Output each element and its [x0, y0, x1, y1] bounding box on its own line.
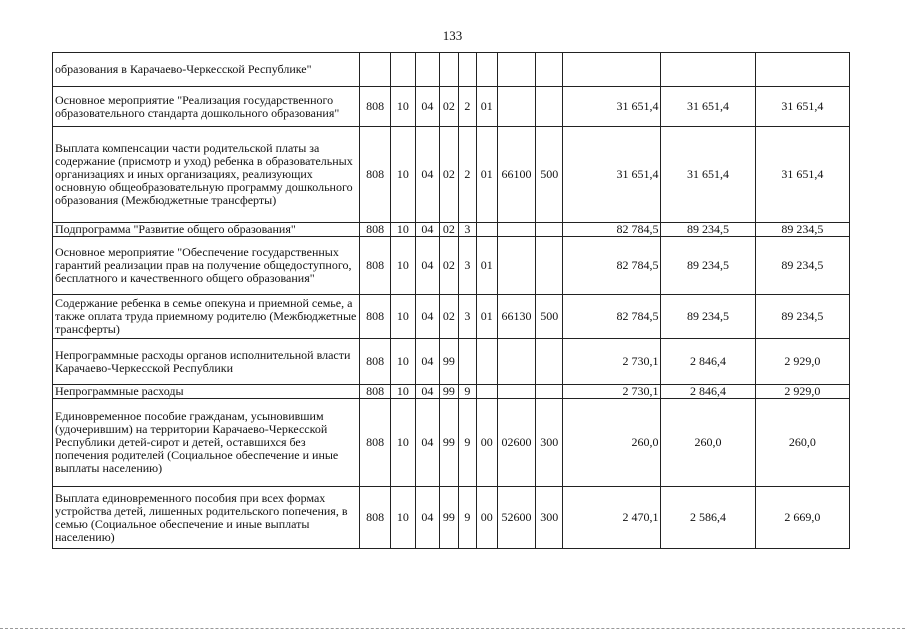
table-row: [53, 487, 850, 549]
amount-cell-1: 2 470,1: [563, 487, 661, 549]
code-cell-c2: 10: [391, 87, 416, 127]
amount-cell-2: 89 234,5: [661, 237, 755, 295]
table-row: [53, 295, 850, 339]
budget-table: [52, 52, 850, 549]
code-cell-c4: 02: [440, 237, 458, 295]
amount-cell-2: 31 651,4: [661, 127, 755, 223]
code-cell-c6: 01: [477, 237, 497, 295]
code-cell-c2: 10: [391, 223, 416, 237]
table-row: [53, 223, 850, 237]
code-cell-c5: 3: [458, 237, 476, 295]
table-row: [53, 385, 850, 399]
code-cell-c5: 9: [458, 487, 476, 549]
page-number: 133: [442, 28, 463, 43]
code-cell-c4: 99: [440, 399, 458, 487]
row-name-cell: Единовременное пособие гражданам, усыновившим (удочерившим) на территории Карачаево-Черкесской Республики детей-сирот и детей, оставшихся без попечения родителей (Социальное обеспечение и иные выплаты населению): [53, 399, 360, 487]
code-cell-c2: 10: [391, 399, 416, 487]
code-cell-c2: 10: [391, 487, 416, 549]
code-cell-c3: 04: [415, 223, 440, 237]
code-cell-c1: 808: [360, 399, 391, 487]
amount-cell-2: [661, 53, 755, 87]
amount-cell-3: 89 234,5: [755, 237, 849, 295]
code-cell-c3: 04: [415, 339, 440, 385]
code-cell-c7: 52600: [497, 487, 536, 549]
code-cell-c7: [497, 339, 536, 385]
code-cell-c1: 808: [360, 339, 391, 385]
code-cell-c8: [536, 237, 563, 295]
table-row: [53, 87, 850, 127]
row-name-cell: Содержание ребенка в семье опекуна и приемной семье, а также оплата труда приемному родителю (Межбюджетные трансферты): [53, 295, 360, 339]
code-cell-c8: [536, 53, 563, 87]
amount-cell-2: 89 234,5: [661, 295, 755, 339]
code-cell-c6: 01: [477, 295, 497, 339]
code-cell-c3: 04: [415, 127, 440, 223]
code-cell-c2: [391, 53, 416, 87]
code-cell-c4: 02: [440, 295, 458, 339]
amount-cell-3: 89 234,5: [755, 223, 849, 237]
row-name-cell: Подпрограмма "Развитие общего образования": [53, 223, 360, 237]
row-name-cell: Непрограммные расходы: [53, 385, 360, 399]
code-cell-c8: [536, 87, 563, 127]
amount-cell-1: [563, 53, 661, 87]
code-cell-c4: 02: [440, 127, 458, 223]
code-cell-c7: [497, 87, 536, 127]
amount-cell-1: 82 784,5: [563, 237, 661, 295]
code-cell-c8: 300: [536, 487, 563, 549]
code-cell-c3: 04: [415, 295, 440, 339]
amount-cell-2: 31 651,4: [661, 87, 755, 127]
amount-cell-3: 2 929,0: [755, 339, 849, 385]
code-cell-c6: [477, 223, 497, 237]
code-cell-c1: 808: [360, 223, 391, 237]
page-bottom-edge: [0, 628, 905, 630]
code-cell-c3: 04: [415, 399, 440, 487]
code-cell-c5: 2: [458, 127, 476, 223]
code-cell-c6: 01: [477, 127, 497, 223]
code-cell-c2: 10: [391, 237, 416, 295]
amount-cell-1: 2 730,1: [563, 339, 661, 385]
code-cell-c8: [536, 385, 563, 399]
amount-cell-3: 2 929,0: [755, 385, 849, 399]
code-cell-c7: 66130: [497, 295, 536, 339]
table-row: [53, 399, 850, 487]
code-cell-c4: 02: [440, 223, 458, 237]
amount-cell-1: 82 784,5: [563, 223, 661, 237]
table-row: [53, 53, 850, 87]
amount-cell-2: 260,0: [661, 399, 755, 487]
row-name-cell: Непрограммные расходы органов исполнительной власти Карачаево-Черкесской Республики: [53, 339, 360, 385]
code-cell-c1: 808: [360, 237, 391, 295]
code-cell-c4: 99: [440, 385, 458, 399]
code-cell-c6: 01: [477, 87, 497, 127]
code-cell-c3: 04: [415, 487, 440, 549]
amount-cell-3: 89 234,5: [755, 295, 849, 339]
code-cell-c3: [415, 53, 440, 87]
code-cell-c4: 99: [440, 339, 458, 385]
amount-cell-3: 31 651,4: [755, 87, 849, 127]
code-cell-c7: 66100: [497, 127, 536, 223]
table-row: [53, 237, 850, 295]
code-cell-c7: 02600: [497, 399, 536, 487]
row-name-cell: образования в Карачаево-Черкесской Республике": [53, 53, 360, 87]
code-cell-c1: 808: [360, 87, 391, 127]
code-cell-c5: 3: [458, 295, 476, 339]
code-cell-c7: [497, 53, 536, 87]
code-cell-c8: 500: [536, 295, 563, 339]
row-name-cell: Основное мероприятие "Реализация государственного образовательного стандарта дошкольного образования": [53, 87, 360, 127]
code-cell-c5: 9: [458, 385, 476, 399]
code-cell-c2: 10: [391, 339, 416, 385]
amount-cell-2: 2 846,4: [661, 339, 755, 385]
table-row: [53, 127, 850, 223]
code-cell-c8: 500: [536, 127, 563, 223]
code-cell-c1: 808: [360, 295, 391, 339]
code-cell-c6: [477, 339, 497, 385]
amount-cell-2: 2 846,4: [661, 385, 755, 399]
amount-cell-1: 31 651,4: [563, 87, 661, 127]
code-cell-c6: [477, 385, 497, 399]
table-row: [53, 339, 850, 385]
code-cell-c2: 10: [391, 127, 416, 223]
code-cell-c2: 10: [391, 385, 416, 399]
code-cell-c7: [497, 237, 536, 295]
row-name-cell: Выплата компенсации части родительской платы за содержание (присмотр и уход) ребенка в образовательных организациях и иных организациях, реализующих основную общеобразовательную программу дошкольного образования (Межбюджетные трансферты): [53, 127, 360, 223]
code-cell-c5: 3: [458, 223, 476, 237]
code-cell-c1: 808: [360, 487, 391, 549]
code-cell-c5: [458, 339, 476, 385]
code-cell-c4: 99: [440, 487, 458, 549]
row-name-cell: Выплата единовременного пособия при всех формах устройства детей, лишенных родительского попечения, в семью (Социальное обеспечение и иные выплаты населению): [53, 487, 360, 549]
code-cell-c1: 808: [360, 127, 391, 223]
code-cell-c5: 2: [458, 87, 476, 127]
code-cell-c4: 02: [440, 87, 458, 127]
amount-cell-1: 31 651,4: [563, 127, 661, 223]
amount-cell-1: 2 730,1: [563, 385, 661, 399]
code-cell-c3: 04: [415, 237, 440, 295]
code-cell-c8: [536, 339, 563, 385]
code-cell-c8: 300: [536, 399, 563, 487]
code-cell-c2: 10: [391, 295, 416, 339]
amount-cell-3: 260,0: [755, 399, 849, 487]
code-cell-c8: [536, 223, 563, 237]
code-cell-c3: 04: [415, 385, 440, 399]
amount-cell-3: 31 651,4: [755, 127, 849, 223]
amount-cell-1: 260,0: [563, 399, 661, 487]
amount-cell-2: 89 234,5: [661, 223, 755, 237]
code-cell-c1: [360, 53, 391, 87]
code-cell-c6: 00: [477, 399, 497, 487]
code-cell-c1: 808: [360, 385, 391, 399]
code-cell-c5: [458, 53, 476, 87]
amount-cell-2: 2 586,4: [661, 487, 755, 549]
code-cell-c7: [497, 223, 536, 237]
amount-cell-3: [755, 53, 849, 87]
amount-cell-3: 2 669,0: [755, 487, 849, 549]
code-cell-c4: [440, 53, 458, 87]
code-cell-c7: [497, 385, 536, 399]
code-cell-c5: 9: [458, 399, 476, 487]
code-cell-c6: [477, 53, 497, 87]
amount-cell-1: 82 784,5: [563, 295, 661, 339]
row-name-cell: Основное мероприятие "Обеспечение государственных гарантий реализации прав на получение общедоступного, бесплатного и качественного общего образования": [53, 237, 360, 295]
code-cell-c3: 04: [415, 87, 440, 127]
code-cell-c6: 00: [477, 487, 497, 549]
